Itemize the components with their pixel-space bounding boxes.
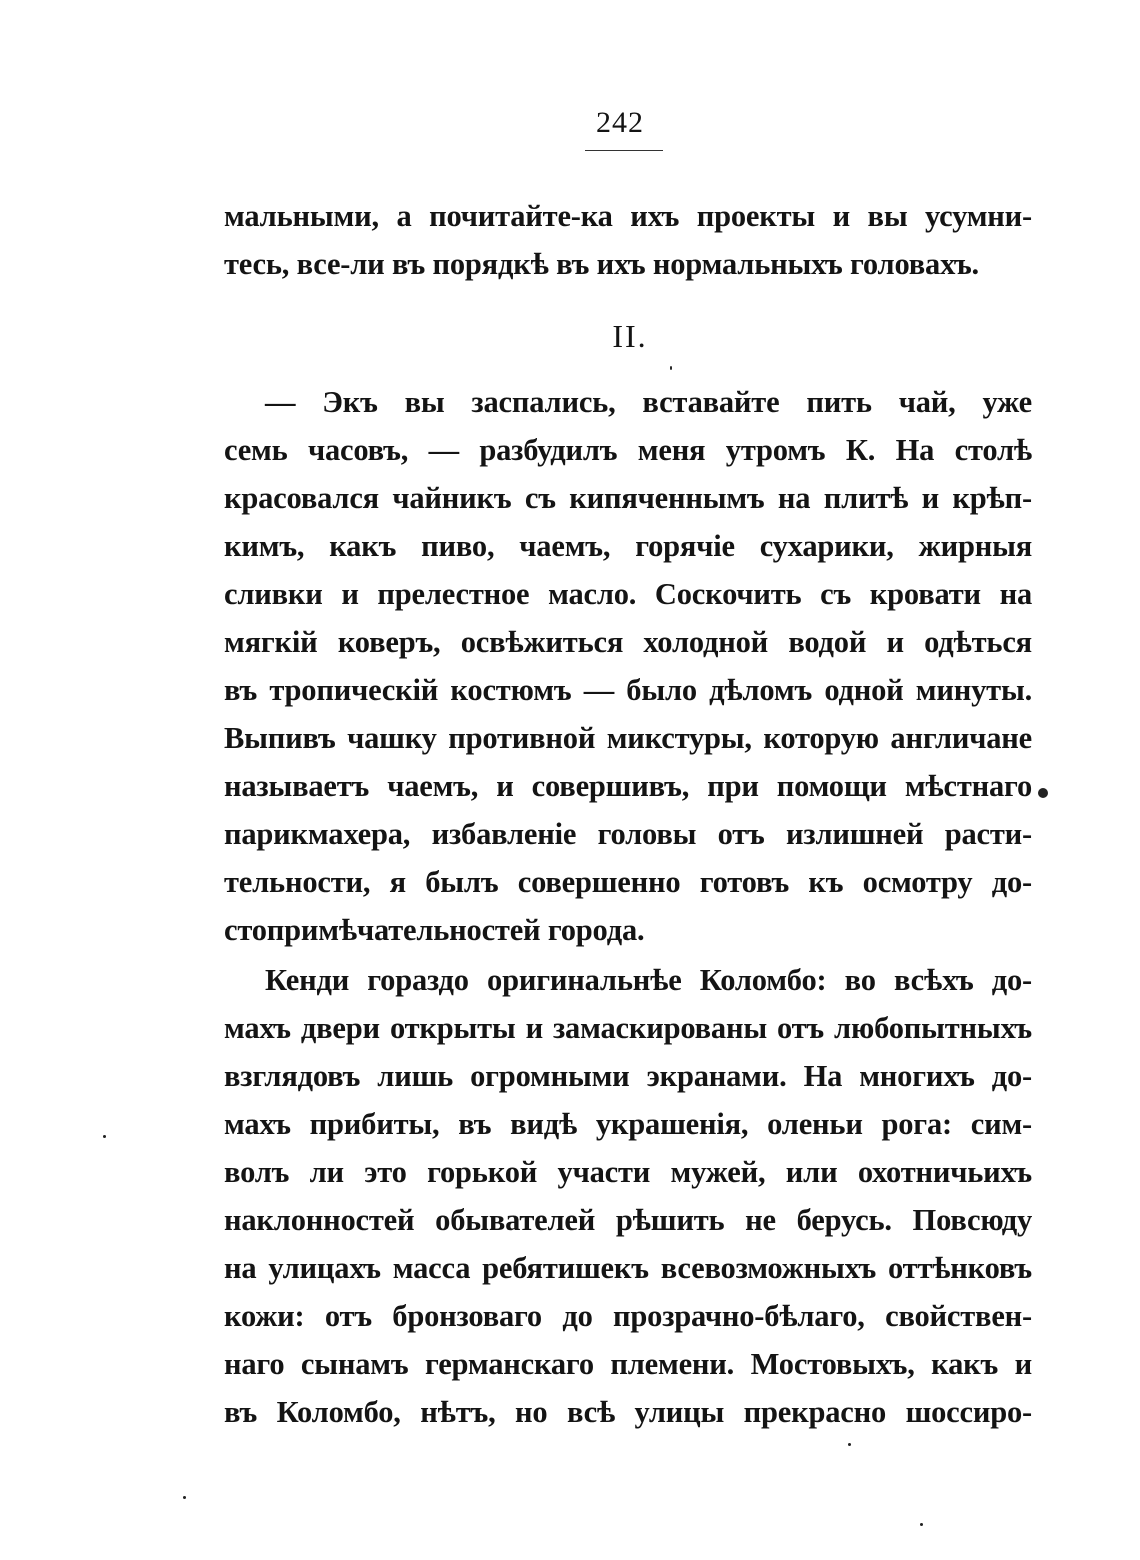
text-line: тельности, я былъ совершенно готовъ къ осмотру до- xyxy=(224,865,1032,899)
text-line: мягкій коверъ, освѣжиться холодной водой и одѣться xyxy=(224,625,1032,659)
ink-speck xyxy=(183,1496,186,1499)
ink-speck xyxy=(848,1443,851,1446)
ink-speck xyxy=(920,1523,923,1526)
text-line: называетъ чаемъ, и совершивъ, при помощи мѣстнаго xyxy=(224,769,1032,803)
text-line: кожи: отъ бронзоваго до прозрачно-бѣлаго, свойствен- xyxy=(224,1299,1032,1333)
text-line: наго сынамъ германскаго племени. Мостовыхъ, какъ и xyxy=(224,1347,1032,1381)
text-line: махъ двери открыты и замаскированы отъ любопытныхъ xyxy=(224,1011,1032,1045)
text-line: сливки и прелестное масло. Соскочить съ кровати на xyxy=(224,577,1032,611)
page-number-rule xyxy=(585,150,663,151)
page-number: 242 xyxy=(596,106,644,139)
text-line: парикмахера, избавленіе головы отъ излишней расти- xyxy=(224,817,1032,851)
ink-speck xyxy=(670,366,672,370)
text-line: Кенди гораздо оригинальнѣе Коломбо: во всѣхъ до- xyxy=(265,963,1032,997)
text-line: взглядовъ лишь огромными экранами. На многихъ до- xyxy=(224,1059,1032,1093)
text-line: Выпивъ чашку противной микстуры, которую англичане xyxy=(224,721,1032,755)
text-line: махъ прибиты, въ видѣ украшенія, оленьи рога: сим- xyxy=(224,1107,1032,1141)
text-line: въ Коломбо, нѣтъ, но всѣ улицы прекрасно шоссиро- xyxy=(224,1395,1032,1429)
text-line: красовался чайникъ съ кипяченнымъ на плитѣ и крѣп- xyxy=(224,481,1032,515)
text-line: волъ ли это горькой участи мужей, или охотничьихъ xyxy=(224,1155,1032,1189)
text-line: — Экъ вы заспались, вставайте пить чай, уже xyxy=(265,385,1032,419)
text-line: тесь, все-ли въ порядкѣ въ ихъ нормальныхъ головахъ. xyxy=(224,247,979,281)
ink-speck xyxy=(103,1135,106,1138)
text-line: мальными, а почитайте-ка ихъ проекты и вы усумни- xyxy=(224,199,1032,233)
section-heading: II. xyxy=(612,318,648,354)
text-line: въ тропическій костюмъ — было дѣломъ одной минуты. xyxy=(224,673,1032,707)
ink-speck xyxy=(1038,788,1048,798)
text-line: на улицахъ масса ребятишекъ всевозможныхъ оттѣнковъ xyxy=(224,1251,1032,1285)
text-line: наклонностей обывателей рѣшить не берусь. Повсюду xyxy=(224,1203,1032,1237)
text-line: кимъ, какъ пиво, чаемъ, горячіе сухарики, жирныя xyxy=(224,529,1032,563)
text-line: стопримѣчательностей города. xyxy=(224,913,645,947)
text-line: семь часовъ, — разбудилъ меня утромъ К. На столѣ xyxy=(224,433,1032,467)
